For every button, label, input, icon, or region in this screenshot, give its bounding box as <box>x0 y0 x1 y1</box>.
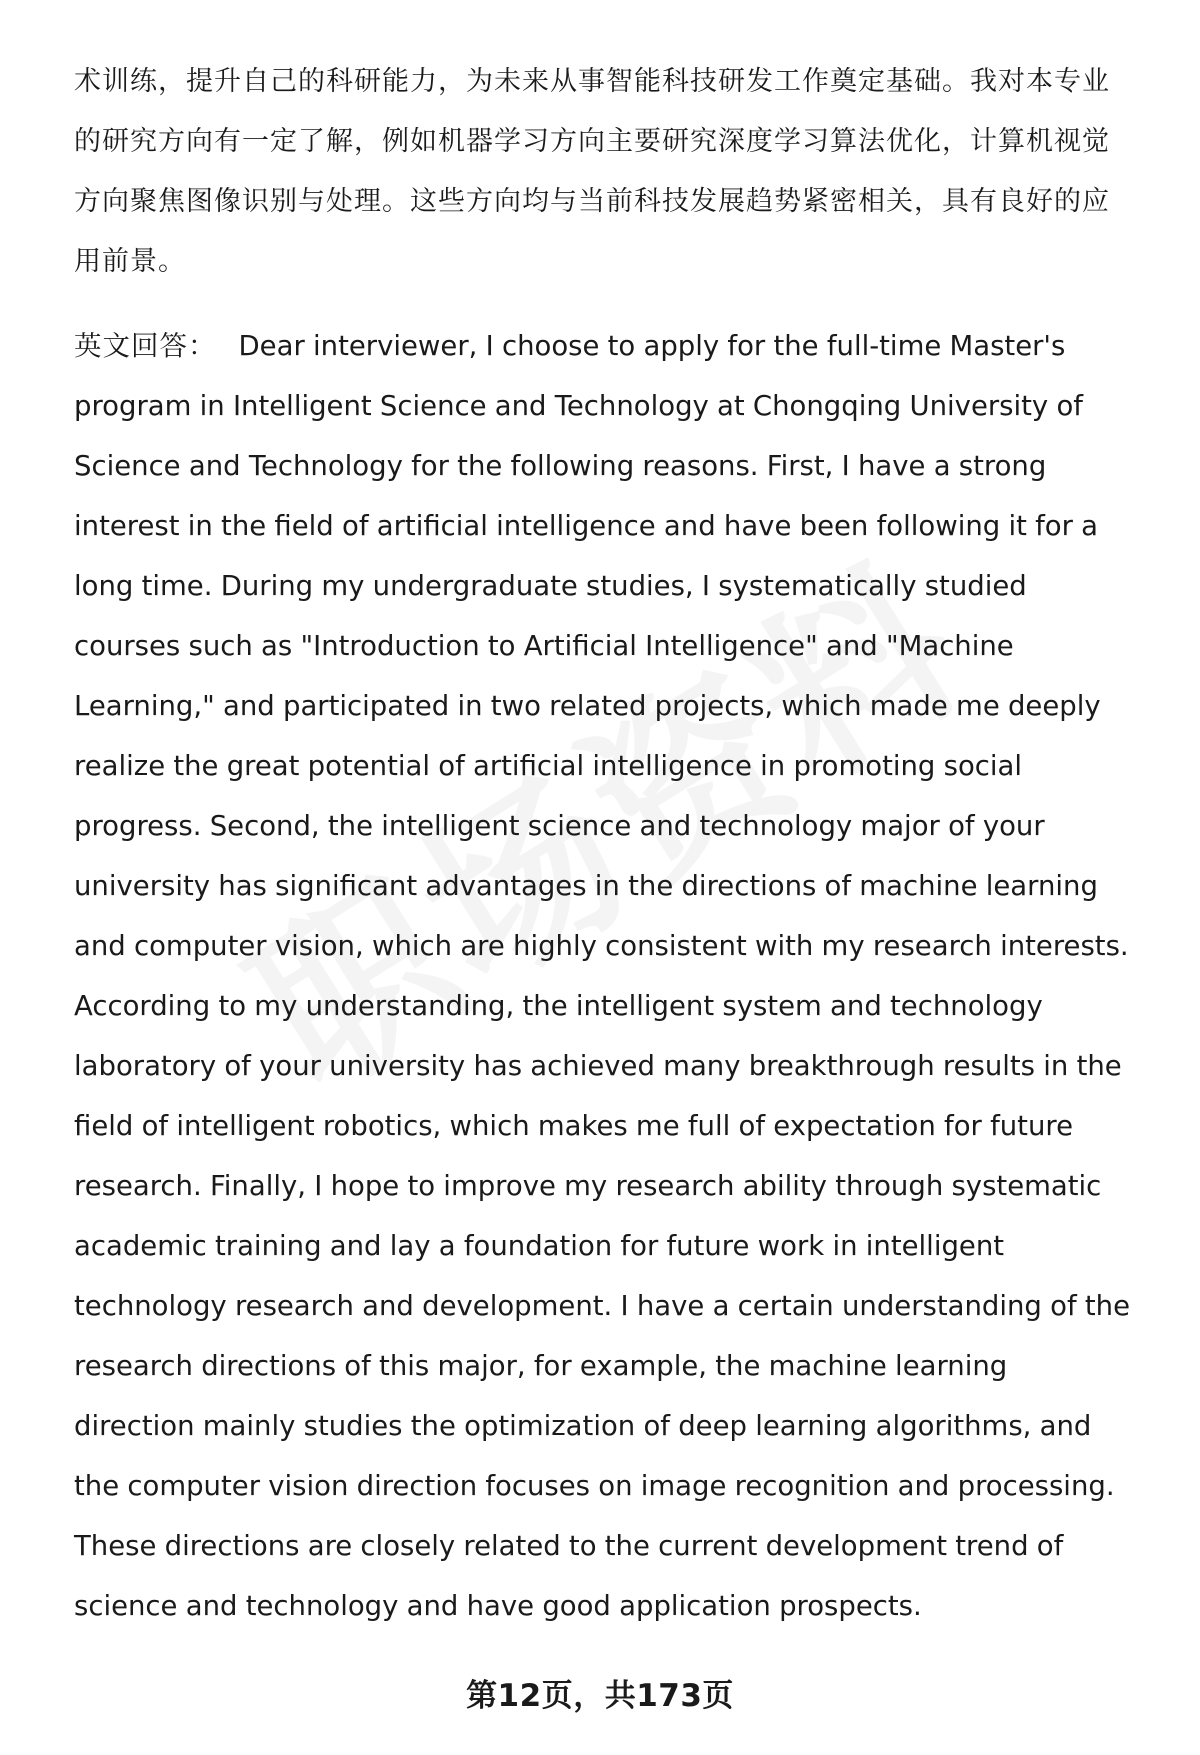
english-answer-paragraph <box>74 316 1130 1636</box>
english-answer-label: 英文回答： <box>74 330 217 362</box>
chinese-answer-paragraph: 术训练，提升自己的科研能力，为未来从事智能科技研发工作奠定基础。我对本专业的研究方向有一定了解，例如机器学习方向主要研究深度学习算法优化，计算机视觉方向聚焦图像识别与处理。这些方向均与当前科技发展趋势紧密相关，具有良好的应用前景。 <box>74 66 1110 277</box>
page-number: 第12页，共173页 <box>466 1678 734 1714</box>
english-answer-text: Dear interviewer, I choose to apply for the full-time Master's program in Intelligent Science and Technology at Chongqing University of Science and Technology for the following reasons. First, I have a strong interest in the field of artificial intelligence and have been following it for a long time. During my undergraduate studies, I systematically studied courses such as "Introduction to Artificial Intelligence" and "Machine Learning," and participated in two related projects, which made me deeply realize the great potential of artificial intelligence in promoting social progress. Second, the intelligent science and technology major of your university has significant advantages in the directions of machine learning and computer vision, which are highly consistent with my research interests. According to my understanding, the intelligent system and technology laboratory of your university has achieved many breakthrough results in the field of intelligent robotics, which makes me full of expectation for future research. Finally, I hope to improve my research ability through systematic academic training and lay a foundation for future work in intelligent technology research and development. I have a certain understanding of the research directions of this major, for example, the machine learning direction mainly studies the optimization of deep learning algorithms, and the computer vision direction focuses on image recognition and processing. These directions are closely related to the current development trend of science and technology and have good application prospects. <box>74 330 1131 1622</box>
document-body <box>74 52 1130 1636</box>
